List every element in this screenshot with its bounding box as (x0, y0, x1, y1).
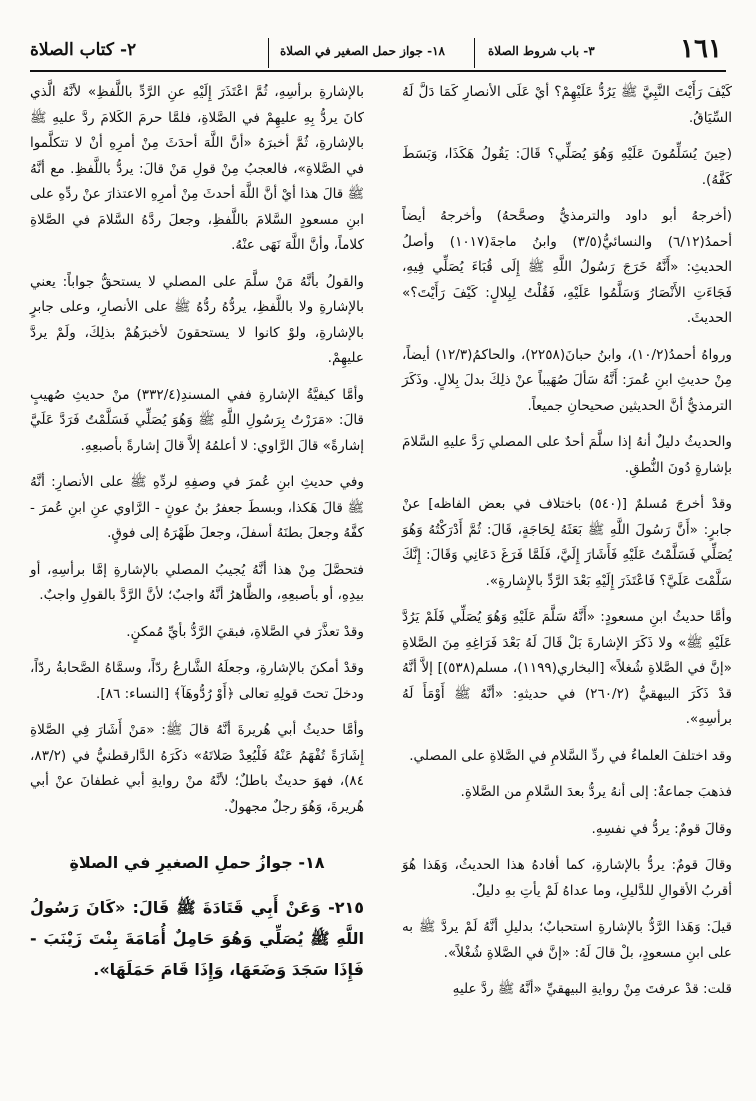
running-header (30, 36, 726, 72)
section-heading: ١٨- جوازُ حملِ الصغيرِ في الصلاةِ (69, 853, 325, 872)
header-divider (474, 38, 475, 68)
page-number: ١٦١ (680, 34, 722, 64)
header-chapter-title: ٣- باب شروط الصلاة (488, 44, 595, 58)
paragraph: وقد اختلفَ العلماءُ في ردِّ السَّلامِ في الصَّلاةِ على المصلي. (409, 747, 732, 764)
header-book-title: ٢- كتاب الصلاة (30, 40, 137, 60)
right-column (402, 80, 732, 1014)
left-column (30, 80, 364, 985)
paragraph: (أخرجهُ أبو داود والترمذيُّ وصحَّحهُ) وأخرجهُ أيضاً أحمدُ(٦/١٢) والنسائيُّ(٣/٥) وابنُ ماجةَ(١٠١٧) وأصلُ الحديثِ: «أَنَّهُ خَرَجَ رَسُولُ اللَّهِ ﷺ إِلَى قُبَاءَ يُصَلِّي فِيهِ، فَجَاءَتِ الأَنْصَارُ وَسَلَّمُوا عَلَيْهِ، فَقُلْتُ لِبِلالٍ: كَيْفَ رَأَيْتَ؟» الحديثَ. (402, 208, 732, 326)
header-section-title: ١٨- جواز حمل الصغير في الصلاة (280, 44, 445, 58)
paragraph: وأمَّا كيفيَّةُ الإشارةِ ففي المسندِ(٣٣٢/٤) منْ حديثِ صُهيبٍ قالَ: «مَرَرْتُ بِرَسُولِ اللَّهِ ﷺ وَهُوَ يُصَلِّي فَسَلَّمْتُ فَرَدَّ عَلَيَّ إشارةً» قالَ الرَّاوي: لا أعلمُهُ إلاَّ قالَ إشارةً بأصبعِهِ. (30, 386, 364, 454)
paragraph: فذهبَ جماعةٌ: إلى أنهُ يردُّ بعدَ السَّلامِ من الصَّلاةِ. (460, 784, 732, 800)
paragraph: وقدْ أمكنَ بالإشارةِ، وجعلَهُ الشَّارعُ ردّاً، وسمَّاهُ الصَّحابةُ ردّاً، ودخلَ تحتَ قولِهِ تعالى ﴿أَوْ رُدُّوهَآ﴾ [النساء: ٨٦]. (30, 660, 364, 702)
paragraph: والحديثُ دليلٌ أنهُ إذا سلَّمَ أحدٌ على المصلي رَدَّ عليهِ السَّلامَ بإشارةٍ دُونَ النُّطقِ. (402, 434, 732, 476)
paragraph: وقالَ قومٌ: يردُّ بالإشارةِ، كما أفادهُ هذا الحديثُ، وَهَذا هُوَ أقربُ الأقوالِ للدَّليلِ، وما عداهُ لَمْ يأتِ بهِ دليلٌ. (402, 857, 732, 899)
paragraph: (حِينَ يُسَلِّمُونَ عَلَيْهِ وَهُوَ يُصَلِّي؟ قَالَ: يَقُولُ هَكَذَا، وَبَسَطَ كَفَّهُ). (402, 146, 732, 188)
paragraph: فتحصَّلَ مِنْ هذا أنَّهُ يُجيبُ المصلي بالإشارةِ إمَّا برأسِهِ، أو بيدِهِ، أو بأصبعِهِ، والظَّاهرُ أنَّهُ واجبٌ؛ لأنَّ الرَّدَّ بالقولِ واجبٌ. (30, 561, 364, 603)
paragraph: وأمَّا حديثُ أبي هُريرةَ أنَّهُ قالَ ﷺ: «مَنْ أَشَارَ فِي الصَّلاةِ إِشَارَةً تُفْهَمُ عَنْهُ فَلْيُعِدْ صَلاتَهُ» ذكَرَهُ الدَّارقطنيُّ في (٨٣/٢، ٨٤)، فهوَ حديثٌ باطلٌ؛ لأنَّهُ منْ روايةِ أبي غطفانَ عنْ أبي هُريرةَ، وَهُوَ رجلٌ مجهولٌ. (30, 722, 364, 815)
hadith-text: ٢١٥- وَعَنْ أَبِي قَتَادَةَ ﷺ قَالَ: «كَانَ رَسُولُ اللَّهِ ﷺ يُصَلِّي وَهُوَ حَامِلٌ أُمَامَةَ بِنْتَ زَيْنَبَ - فَإِذَا سَجَدَ وَضَعَهَا، وَإِذَا قَامَ حَمَلَهَا». (30, 897, 364, 979)
header-divider (268, 38, 269, 68)
paragraph: وقالَ قومٌ: يردُّ في نفسِهِ. (591, 820, 732, 837)
paragraph: وفي حديثِ ابنِ عُمرَ في وصفِهِ لردِّهِ ﷺ على الأنصارِ: أنَّهُ ﷺ قالَ هَكذا، وبسطَ جعفرُ بنُ عونٍ - الرَّاوي عنِ ابنِ عُمرَ - كفَّهُ وجعلَ بطنَهُ أسفلَ، وجعلَ ظَهْرَهُ إلى فوقٍ. (30, 474, 364, 541)
paragraph: والقولُ بأنَّهُ مَنْ سلَّمَ على المصلي لا يستحقُّ جواباً: يعني بالإشارةِ ولا باللَّفظِ، يردُّهُ ردُّهُ ﷺ على الأنصارِ، وعلى جابرٍ بالإشارةِ، ولوْ كانوا لا يستحقونَ لأخبرَهُمْ بذلِكَ، ولَمْ يردَّ عليهِمْ. (30, 273, 364, 366)
paragraph: قلت: قدْ عرفتَ مِنْ روايةِ البيهقيِّ «أنَّهُ ﷺ ردَّ عليهِ (452, 981, 732, 997)
paragraph: بالإشارةِ برأسِهِ، ثُمَّ اعْتَذَرَ إِلَيْهِ عنِ الرَّدِّ باللَّفظِ» لأنَّهُ الَّذي كانَ يردُّ بِهِ عليهِمْ في الصَّلاةِ، فلمَّا حرمَ الكَلامَ ردَّ عليهِ ﷺ بالإشارةِ، ثُمَّ أخبرَهُ «أنَّ اللَّهَ أحدَثَ مِنْ أمرِهِ أنْ لا تتكلَّموا في الصَّلاةِ»، فالعجبُ مِنْ قولِ مَنْ قالَ: يردُّ باللَّفظِ. مع أنَّهُ ﷺ قالَ هذا أيْ أنَّ اللَّهَ أحدثَ مِنْ أمرِهِ الاعتذارَ عنْ ردِّهِ على ابنِ مسعودٍ السَّلامَ باللَّفظِ، وجعلَ ردَّهُ السَّلامَ في الصَّلاةِ كلاماً، وأنَّ اللَّهَ نَهَى عنْهُ. (30, 84, 364, 253)
paragraph: ورواهُ أحمدُ(١٠/٢)، وابنُ حبانَ(٢٢٥٨)، والحاكمُ(١٢/٣) أيضاً، مِنْ حديثِ ابنِ عُمرَ: أَنَّهُ سَألَ صُهَيباً عنْ ذلِكَ بدلَ بِلالٍ. وذَكَرَ الترمذيُّ أنَّ الحديثين صحيحانِ جميعاً. (402, 346, 732, 414)
paragraph: قيلَ: وَهَذا الرَّدُّ بالإشارةِ استحبابٌ؛ بدليلِ أنَّهُ لَمْ يردَّ ﷺ به على ابنِ مسعودٍ، بلْ قالَ لَهُ: «إنَّ في الصَّلاةِ شُغْلاً». (402, 919, 732, 961)
paragraph: وقدْ تعذَّرَ في الصَّلاةِ، فبقيَ الرَّدُّ بأيِّ مُمكنٍ. (126, 623, 364, 640)
paragraph: كَيْفَ رَأَيْتَ النَّبِيَّ ﷺ يَرُدُّ عَلَيْهِمْ؟ أيْ عَلَى الأنصارِ كَمَا دَلَّ لَهُ السِّيَاقُ. (402, 84, 732, 126)
paragraph: وقدْ أخرجَ مُسلمٌ [(٥٤٠) باختلاف في بعض الفاظه] عنْ جابرٍ: «أَنَّ رَسُولَ اللَّهِ ﷺ بَعَثَهُ لِحَاجَةٍ، قَالَ: ثُمَّ أَدْرَكْتُهُ وَهُوَ يُصَلِّي فَسَلَّمْتُ عَلَيْهِ فَأَشَارَ إِلَيَّ، فَلَمَّا فَرَغَ دَعَانِي وَقَالَ: إِنَّكَ سَلَّمْتَ عَلَيَّ؟ فَاعْتَذَرَ إِلَيْهِ بَعْدَ الرَّدِّ بالإِشارةِ». (402, 496, 732, 589)
paragraph: وأمَّا حديثُ ابنِ مسعودٍ: «أَنَّهُ سَلَّمَ عَلَيْهِ وَهُوَ يُصَلِّي فَلَمْ يَرُدَّ عَلَيْهِ ﷺ» ولا ذَكَرَ الإشارةَ بَلْ قَالَ لَهُ بَعْدَ فَرَاغِهِ مِنَ الصَّلاةِ «إنَّ في الصَّلاةِ شُغلاً» [البخاري(١١٩٩)، مسلم(٥٣٨)] إلاَّ أنَّهُ قدْ ذَكَرَ البيهقيُّ (٢٦٠/٢) في حديثهِ: «أنَّهُ ﷺ أَوْمَأَ لَهُ برأسِهِ». (402, 609, 732, 727)
